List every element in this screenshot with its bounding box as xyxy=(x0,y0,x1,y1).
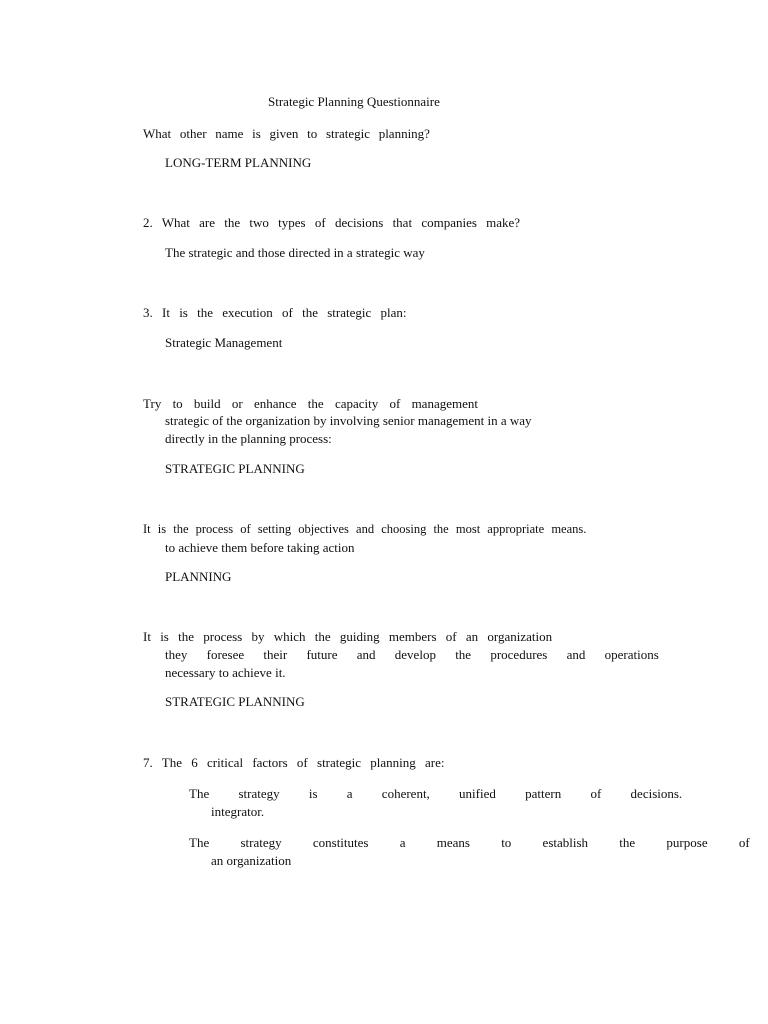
answer-4: STRATEGIC PLANNING xyxy=(165,461,305,476)
question-4-line-2: strategic of the organization by involving senior management in a way xyxy=(165,413,532,428)
word: to xyxy=(307,126,318,141)
question-4-line-3: directly in the planning process: xyxy=(165,431,332,446)
question-5-line-1: It is the process of setting objectives and choosing the most appropriate means. xyxy=(143,522,587,536)
word: strategic xyxy=(325,126,370,141)
answer-2: The strategic and those directed in a strategic way xyxy=(165,245,425,260)
question-6-line-3: necessary to achieve it. xyxy=(165,665,286,680)
answer-6: STRATEGIC PLANNING xyxy=(165,694,305,709)
question-2: 2. What are the two types of decisions that companies make? xyxy=(143,215,521,230)
question-5-line-2: to achieve them before taking action xyxy=(165,540,355,555)
question-3: 3. It is the execution of the strategic plan: xyxy=(143,305,407,320)
question-1-text xyxy=(143,126,430,142)
factor-2-line-2: an organization xyxy=(211,853,292,868)
word: other xyxy=(179,126,207,141)
question-1 xyxy=(143,126,430,142)
word: planning? xyxy=(378,126,430,141)
answer-1: LONG-TERM PLANNING xyxy=(165,155,312,170)
word: is xyxy=(252,126,261,141)
word: What xyxy=(143,126,172,141)
page-title: Strategic Planning Questionnaire xyxy=(268,94,440,109)
question-4-line-1: Try to build or enhance the capacity of management xyxy=(143,396,478,411)
factor-1-line-1: The strategy is a coherent, unified pattern of decisions. xyxy=(189,786,683,801)
question-7: 7. The 6 critical factors of strategic planning are: xyxy=(143,755,445,770)
answer-5: PLANNING xyxy=(165,569,232,584)
answer-3: Strategic Management xyxy=(165,335,283,350)
factor-1-line-2: integrator. xyxy=(211,804,265,819)
word: given xyxy=(269,126,299,141)
word: name xyxy=(215,126,244,141)
question-6-line-1: It is the process by which the guiding members of an organization xyxy=(143,629,553,644)
factor-2-line-1: The strategy constitutes a means to establish the purpose of xyxy=(189,835,750,850)
question-6-line-2: they foresee their future and develop the procedures and operations xyxy=(165,647,659,662)
